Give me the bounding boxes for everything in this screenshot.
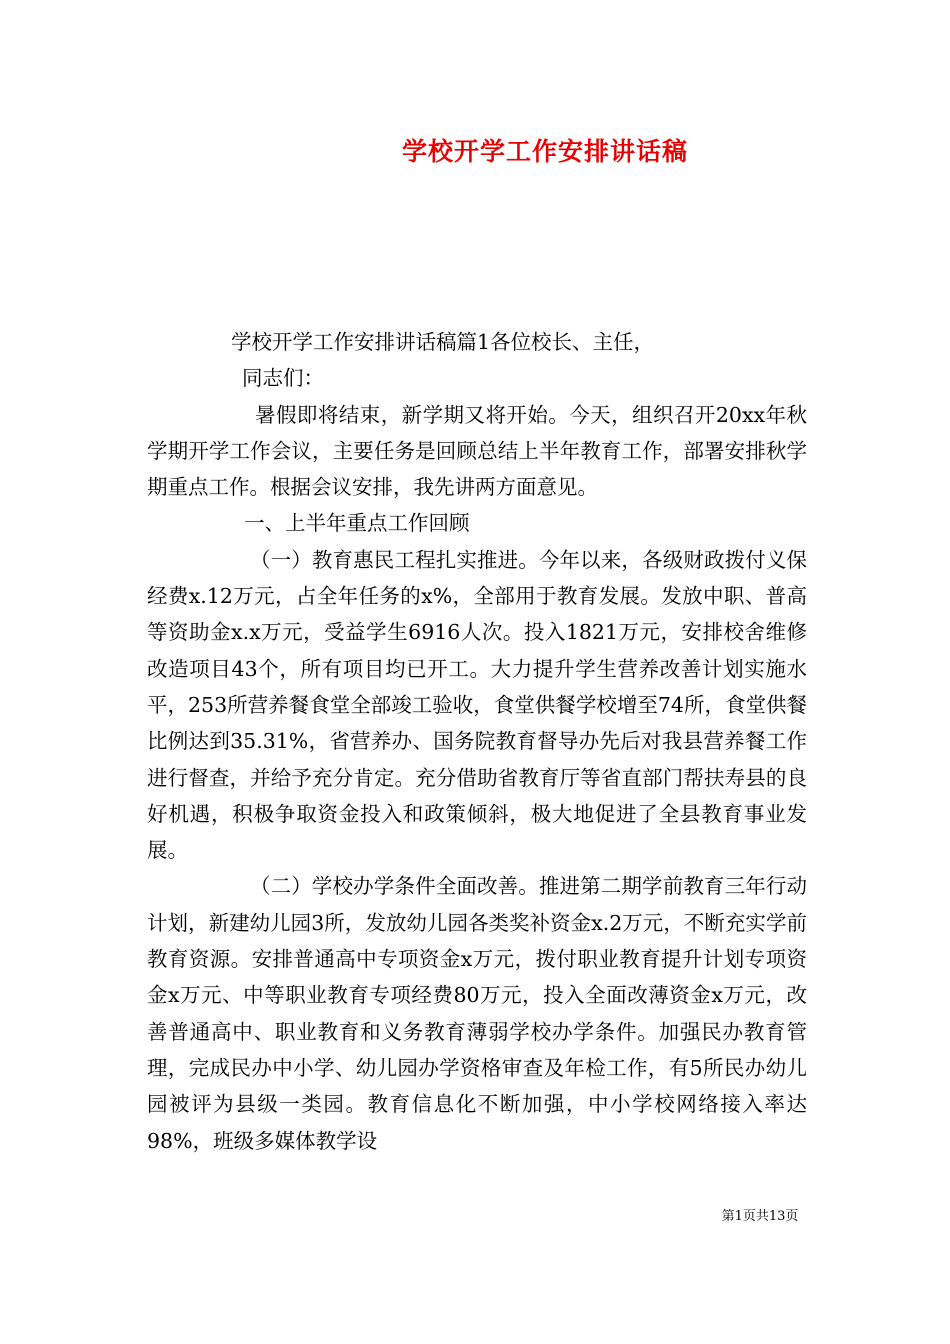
document-title: 学校开学工作安排讲话稿 (401, 137, 688, 166)
paragraph-subsection-1: （一）教育惠民工程扎实推进。今年以来，各级财政拨付义保经费x.12万元，占全年任务的x%，全部用于教育发展。发放中职、普高等资助金x.x万元，受益学生6916人次。投入1821万元，安排校舍维修改造项目43个，所有项目均已开工。大力提升学生营养改善计划实施水平，253所营养餐食堂全部竣工验收，食堂供餐学校增至74所，食堂供餐比例达到35.31%，省营养办、国务院教育督导办先后对我县营养餐工作进行督查，并给予充分肯定。充分借助省教育厅等省直部门帮扶寿县的良好机遇，积极争取资金投入和政策倾斜，极大地促进了全县教育事业发展。 (147, 547, 807, 863)
paragraph-opening: 暑假即将结束，新学期又将开始。今天，组织召开20xx年秋学期开学工作会议，主要任务是回顾总结上半年教育工作，部署安排秋学期重点工作。根据会议安排，我先讲两方面意见。 (147, 402, 807, 500)
paragraph-salutation: 同志们： (242, 366, 324, 391)
page-number-footer: 第1页共13页 (721, 1209, 799, 1224)
document-body (147, 324, 807, 1159)
paragraph-heading-line: 学校开学工作安排讲话稿篇1各位校长、主任， (231, 330, 655, 354)
paragraph-subsection-2: （二）学校办学条件全面改善。推进第二期学前教育三年行动计划，新建幼儿园3所，发放幼儿园各类奖补资金x.2万元，不断充实学前教育资源。安排普通高中专项资金x万元，拨付职业教育提升计划专项资金x万元、中等职业教育专项经费80万元，投入全面改薄资金x万元，改善普通高中、职业教育和义务教育薄弱学校办学条件。加强民办教育管理，完成民办中小学、幼儿园办学资格审查及年检工作，有5所民办幼儿园被评为县级一类园。教育信息化不断加强，中小学校网络接入率达98%，班级多媒体教学设 (147, 874, 807, 1153)
section-heading: 一、上半年重点工作回顾 (244, 511, 470, 536)
